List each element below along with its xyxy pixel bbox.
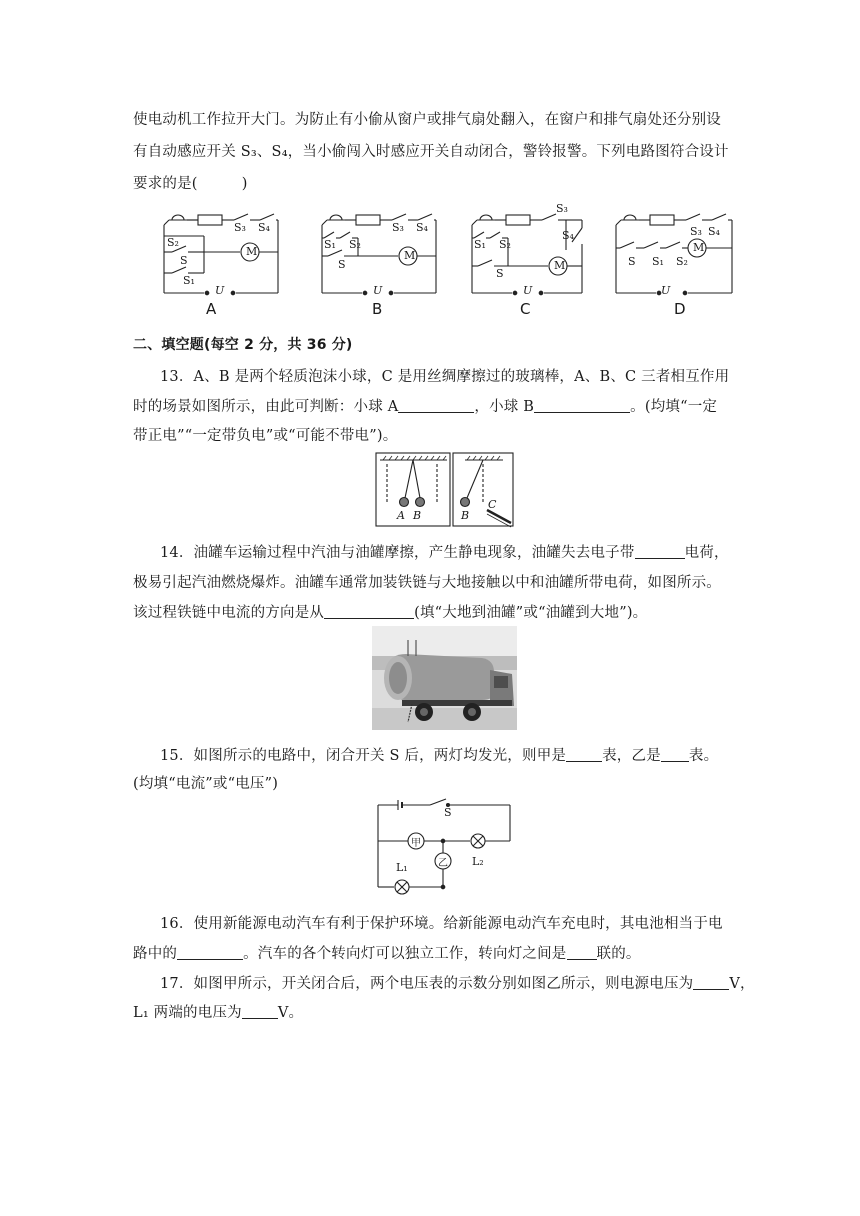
q15-label-jia: 甲 (411, 838, 421, 849)
label-c-s2: S₂ (499, 238, 511, 251)
label-b-m: M (404, 249, 416, 262)
label-c-s3: S₃ (556, 202, 568, 215)
tanker-truck-photo (372, 626, 517, 730)
q17-blank-b[interactable] (242, 1004, 278, 1019)
q15-blank-b[interactable] (661, 747, 689, 762)
label-c-m: M (554, 259, 566, 272)
q15-label-yi: 乙 (438, 858, 448, 869)
option-label-a: A (206, 300, 217, 318)
q16-blank-b[interactable] (567, 945, 597, 960)
label-b-s1: S₁ (324, 238, 336, 251)
label-b-u: U (373, 284, 383, 297)
q13-label-a: A (397, 509, 405, 522)
q13-line-2: 时的场景如图所示，由此可判断：小球 A ，小球 B 。(均填“一定 (133, 399, 718, 415)
q15-figure-labels (370, 797, 520, 897)
option-label-d: D (674, 300, 686, 318)
q15-line-2: (均填“电流”或“电压”) (133, 776, 279, 792)
q14-blank-a[interactable] (635, 544, 685, 559)
q13-label-b1: B (413, 509, 422, 522)
label-d-s3: S₃ (690, 225, 702, 238)
section-heading: 二、填空题(每空 2 分，共 36 分) (133, 337, 353, 353)
q15-label-s: S (444, 806, 452, 819)
q14-blank-b[interactable] (324, 604, 414, 619)
q14-line-3: 该过程铁链中电流的方向是从 (填“大地到油罐”或“油罐到大地”)。 (133, 605, 648, 621)
q16-line-1: 16．使用新能源电动汽车有利于保护环境。给新能源电动汽车充电时，其电池相当于电 (160, 916, 723, 932)
option-label-b: B (372, 300, 383, 318)
option-label-c: C (520, 300, 531, 318)
q14-line-2: 极易引起汽油燃烧爆炸。油罐车通常加装铁链与大地接触以中和油罐所带电荷，如图所示。 (133, 575, 721, 591)
q13-line-1: 13．A、B 是两个轻质泡沫小球，C 是用丝绸摩擦过的玻璃棒，A、B、C 三者相互作用 (160, 369, 730, 385)
q12-line-1: 使电动机工作拉开大门。为防止有小偷从窗户或排气扇处翻入，在窗户和排气扇处还分别设 (133, 112, 721, 128)
q16-blank-a[interactable] (177, 945, 243, 960)
label-d-m: M (693, 241, 705, 254)
q17-blank-a[interactable] (693, 975, 729, 990)
q15-line-1: 15．如图所示的电路中，闭合开关 S 后，两灯均发光，则甲是 表，乙是 表。 (160, 748, 719, 764)
label-c-s: S (496, 267, 504, 280)
q16-line-2: 路中的 。汽车的各个转向灯可以独立工作，转向灯之间是 联的。 (133, 946, 641, 962)
label-a-m: M (246, 245, 258, 258)
label-b-s4: S₄ (416, 221, 428, 234)
q13-blank-b[interactable] (534, 398, 630, 413)
q13-label-b2: B (461, 509, 470, 522)
q13-line-3: 带正电”“一定带负电”或“可能不带电”)。 (133, 428, 398, 444)
q12-line-2: 有自动感应开关 S₃、S₄，当小偷闯入时感应开关自动闭合，警铃报警。下列电路图符合设计 (133, 144, 729, 160)
label-d-s: S (628, 255, 636, 268)
label-c-s1: S₁ (474, 238, 486, 251)
label-d-s2: S₂ (676, 255, 688, 268)
label-d-s4: S₄ (708, 225, 720, 238)
label-a-s: S (180, 254, 188, 267)
q13-label-c: C (488, 498, 497, 511)
label-b-s2: S₂ (349, 238, 361, 251)
label-a-s2: S₂ (167, 236, 179, 249)
label-b-s: S (338, 258, 346, 271)
q15-label-l1: L₁ (396, 861, 408, 874)
label-a-s1: S₁ (183, 274, 195, 287)
q15-label-l2: L₂ (472, 855, 484, 868)
q15-blank-a[interactable] (566, 747, 602, 762)
q13-blank-a[interactable] (398, 398, 474, 413)
q12-line-3: 要求的是( ) (133, 176, 248, 192)
label-c-s4: S₄ (562, 229, 574, 242)
q14-line-1: 14．油罐车运输过程中汽油与油罐摩擦，产生静电现象，油罐失去电子带 电荷， (160, 545, 729, 561)
label-c-u: U (523, 284, 533, 297)
label-a-u: U (215, 284, 225, 297)
q17-line-2: L₁ 两端的电压为 V。 (133, 1005, 304, 1021)
q17-line-1: 17．如图甲所示，开关闭合后，两个电压表的示数分别如图乙所示，则电源电压为 V， (160, 976, 755, 992)
label-d-u: U (661, 284, 671, 297)
label-a-s4: S₄ (258, 221, 270, 234)
label-b-s3: S₃ (392, 221, 404, 234)
label-a-s3: S₃ (234, 221, 246, 234)
label-d-s1: S₁ (652, 255, 664, 268)
q13-figure-labels (375, 452, 515, 528)
q12-circuit-labels (150, 198, 740, 323)
